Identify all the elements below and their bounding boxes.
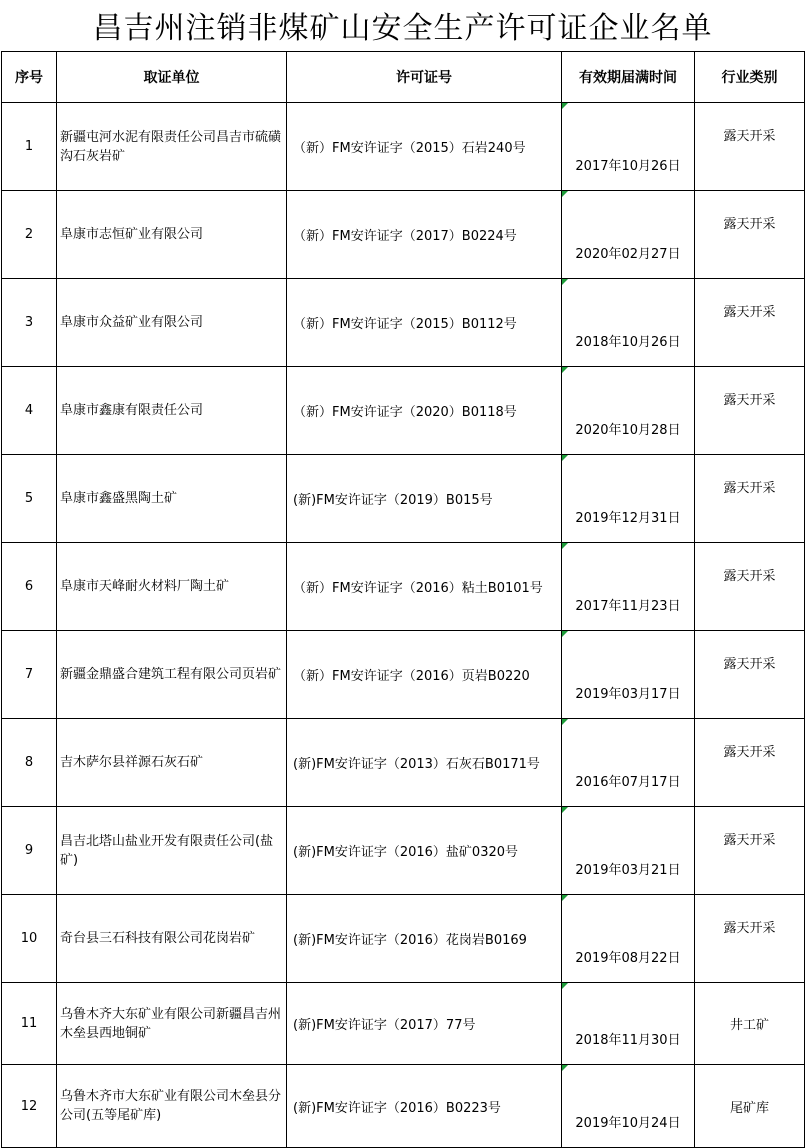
cell-unit: 乌鲁木齐市大东矿业有限公司木垒县分公司(五等尾矿库)	[57, 1065, 287, 1148]
table-row	[2, 279, 805, 367]
cell-license: （新）FM安许证字（2020）B0118号	[287, 367, 562, 455]
cell-expiry: 2019年03月17日	[562, 631, 695, 719]
cell-expiry: 2020年10月28日	[562, 367, 695, 455]
page-title: 昌吉州注销非煤矿山安全生产许可证企业名单	[92, 11, 713, 46]
cell-no: 11	[2, 983, 57, 1065]
cell-expiry: 2018年10月26日	[562, 279, 695, 367]
cell-no: 10	[2, 895, 57, 983]
cell-expiry: 2019年10月24日	[562, 1065, 695, 1148]
cell-no: 3	[2, 279, 57, 367]
cell-unit: 昌吉北塔山盐业开发有限责任公司(盐矿)	[57, 807, 287, 895]
license-table	[1, 51, 805, 1148]
table-row	[2, 895, 805, 983]
cell-expiry: 2019年08月22日	[562, 895, 695, 983]
table-row	[2, 191, 805, 279]
cell-expiry: 2019年12月31日	[562, 455, 695, 543]
cell-industry: 露天开采	[695, 543, 805, 631]
cell-unit: 新疆屯河水泥有限责任公司昌吉市硫磺沟石灰岩矿	[57, 103, 287, 191]
cell-no: 8	[2, 719, 57, 807]
cell-unit: 乌鲁木齐大东矿业有限公司新疆昌吉州木垒县西地铜矿	[57, 983, 287, 1065]
header-license: 许可证号	[287, 52, 562, 103]
cell-industry: 露天开采	[695, 367, 805, 455]
header-expiry: 有效期届满时间	[562, 52, 695, 103]
cell-license: （新）FM安许证字（2017）B0224号	[287, 191, 562, 279]
cell-license: (新)FM安许证字（2016）盐矿0320号	[287, 807, 562, 895]
cell-license: (新)FM安许证字（2016）B0223号	[287, 1065, 562, 1148]
cell-license: （新）FM安许证字（2016）页岩B0220	[287, 631, 562, 719]
cell-license: (新)FM安许证字（2016）花岗岩B0169	[287, 895, 562, 983]
cell-expiry: 2017年11月23日	[562, 543, 695, 631]
table-row	[2, 719, 805, 807]
cell-unit: 奇台县三石科技有限公司花岗岩矿	[57, 895, 287, 983]
cell-expiry: 2017年10月26日	[562, 103, 695, 191]
cell-no: 9	[2, 807, 57, 895]
cell-no: 7	[2, 631, 57, 719]
table-row	[2, 807, 805, 895]
cell-expiry: 2018年11月30日	[562, 983, 695, 1065]
cell-license: （新）FM安许证字（2015）B0112号	[287, 279, 562, 367]
cell-industry: 露天开采	[695, 719, 805, 807]
table-row	[2, 1065, 805, 1148]
cell-unit: 新疆金鼎盛合建筑工程有限公司页岩矿	[57, 631, 287, 719]
table-row	[2, 631, 805, 719]
cell-industry: 露天开采	[695, 807, 805, 895]
header-no: 序号	[2, 52, 57, 103]
cell-expiry: 2019年03月21日	[562, 807, 695, 895]
cell-license: (新)FM安许证字（2017）77号	[287, 983, 562, 1065]
cell-unit: 阜康市志恒矿业有限公司	[57, 191, 287, 279]
cell-no: 4	[2, 367, 57, 455]
table-row	[2, 455, 805, 543]
cell-license: (新)FM安许证字（2013）石灰石B0171号	[287, 719, 562, 807]
cell-license: （新）FM安许证字（2015）石岩240号	[287, 103, 562, 191]
cell-no: 5	[2, 455, 57, 543]
cell-industry: 露天开采	[695, 279, 805, 367]
cell-industry: 井工矿	[695, 983, 805, 1065]
cell-industry: 露天开采	[695, 455, 805, 543]
cell-no: 1	[2, 103, 57, 191]
cell-unit: 阜康市鑫康有限责任公司	[57, 367, 287, 455]
table-row	[2, 367, 805, 455]
cell-unit: 阜康市鑫盛黑陶土矿	[57, 455, 287, 543]
table-row	[2, 543, 805, 631]
cell-expiry: 2016年07月17日	[562, 719, 695, 807]
cell-no: 12	[2, 1065, 57, 1148]
cell-license: (新)FM安许证字（2019）B015号	[287, 455, 562, 543]
header-industry: 行业类别	[695, 52, 805, 103]
cell-no: 6	[2, 543, 57, 631]
cell-license: （新）FM安许证字（2016）粘土B0101号	[287, 543, 562, 631]
cell-no: 2	[2, 191, 57, 279]
cell-unit: 阜康市天峰耐火材料厂陶土矿	[57, 543, 287, 631]
cell-industry: 尾矿库	[695, 1065, 805, 1148]
table-row	[2, 103, 805, 191]
table-row	[2, 983, 805, 1065]
table-header-row	[2, 52, 805, 103]
header-unit: 取证单位	[57, 52, 287, 103]
cell-industry: 露天开采	[695, 103, 805, 191]
cell-industry: 露天开采	[695, 191, 805, 279]
cell-expiry: 2020年02月27日	[562, 191, 695, 279]
cell-unit: 阜康市众益矿业有限公司	[57, 279, 287, 367]
cell-industry: 露天开采	[695, 895, 805, 983]
cell-industry: 露天开采	[695, 631, 805, 719]
cell-unit: 吉木萨尔县祥源石灰石矿	[57, 719, 287, 807]
